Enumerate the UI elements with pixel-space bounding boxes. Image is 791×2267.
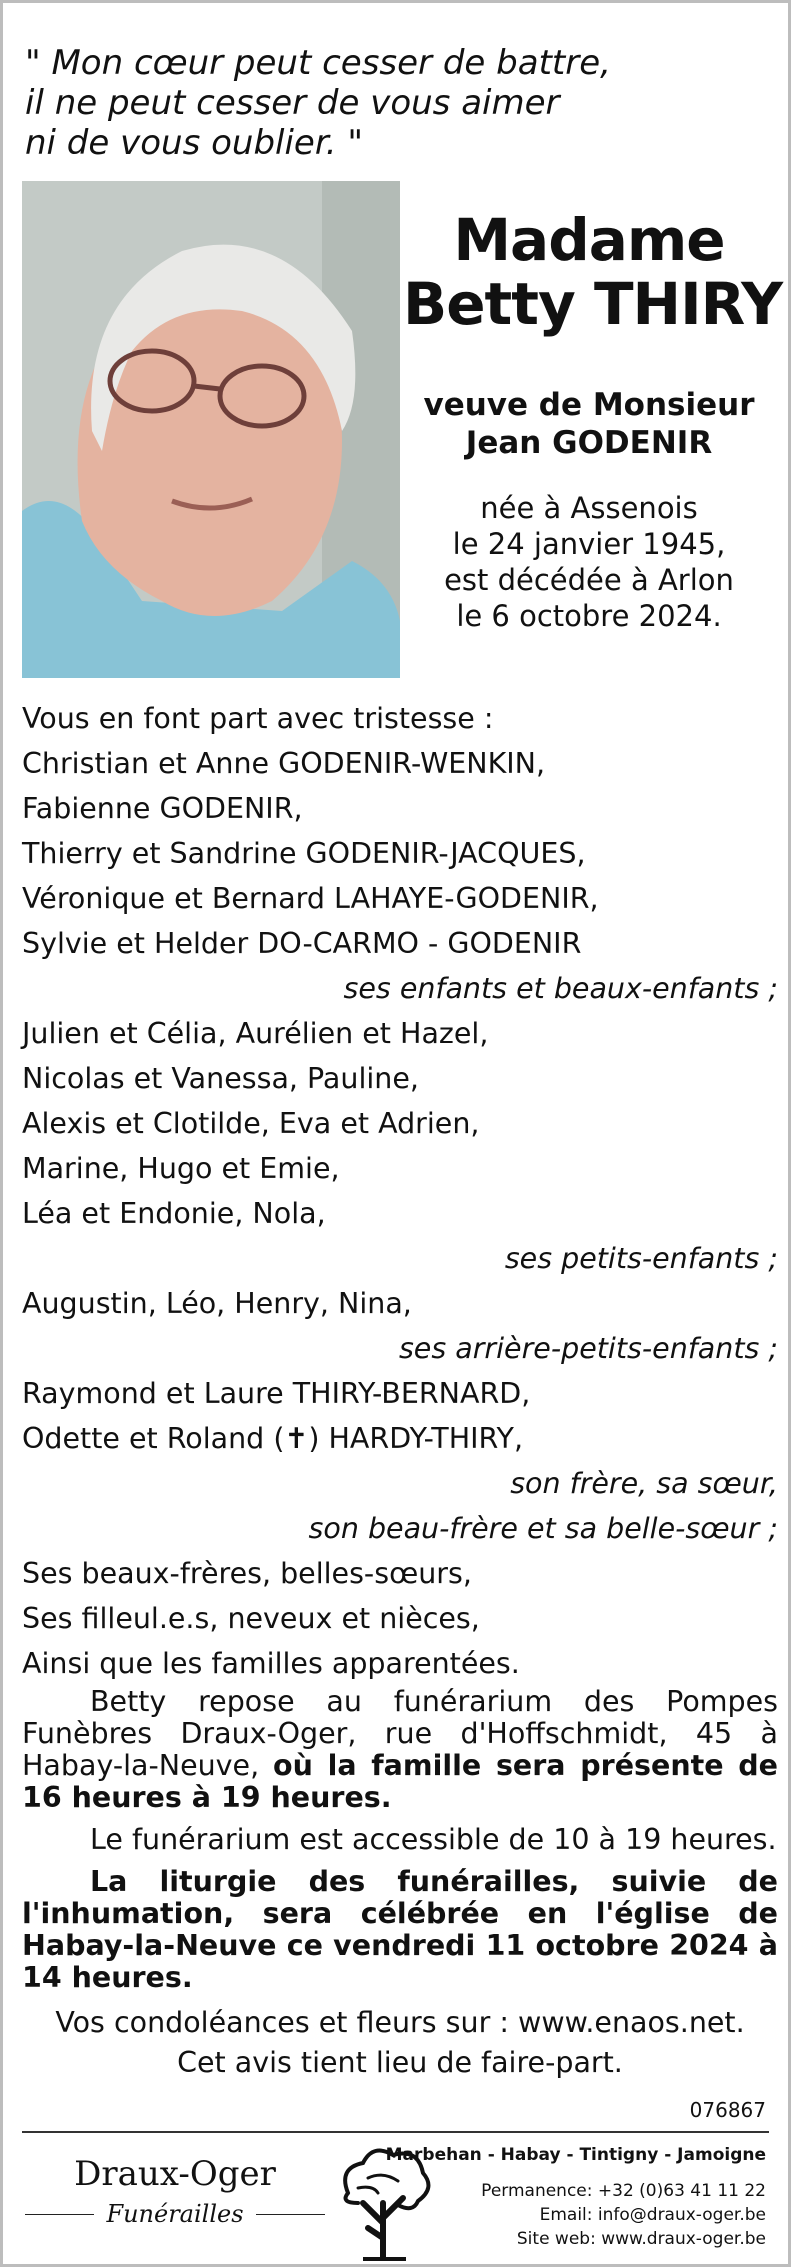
family-line: Ses beaux-frères, belles-sœurs,: [22, 1557, 472, 1590]
deceased-title: Madame: [453, 206, 725, 274]
quote-line: il ne peut cesser de vous aimer: [25, 83, 560, 123]
family-line: Julien et Célia, Aurélien et Hazel,: [22, 1017, 489, 1050]
family-line: Sylvie et Helder DO-CARMO - GODENIR: [22, 927, 582, 960]
family-line: Fabienne GODENIR,: [22, 792, 303, 825]
family-line: Alexis et Clotilde, Eva et Adrien,: [22, 1107, 480, 1140]
family-line: Raymond et Laure THIRY-BERNARD,: [22, 1377, 531, 1410]
date-line: née à Assenois: [480, 491, 698, 525]
towns-line: Marbehan - Habay - Tintigny - Jamoigne: [385, 2145, 766, 2165]
deceased-name: Betty THIRY: [403, 270, 783, 338]
date-line: le 6 octobre 2024.: [456, 599, 722, 633]
liturgy-paragraph: La liturgie des funérailles, suivie de l'inhumation, sera célébrée en l'église de Habay-la-Neuve ce vendredi 11 octobre 2024 à 14 heures.: [22, 1865, 778, 1994]
family-line: Odette et Roland (✝) HARDY-THIRY,: [22, 1422, 524, 1455]
deceased-name-block: [403, 206, 783, 634]
quote-line: ni de vous oublier. ": [25, 123, 363, 163]
date-line: le 24 janvier 1945,: [452, 527, 726, 561]
funeral-home-logo: [25, 2148, 325, 2258]
funeral-home-contact: [386, 2143, 766, 2251]
logo-name: Draux-Oger: [74, 2154, 276, 2194]
family-role-label: son beau-frère et sa belle-sœur ;: [308, 1512, 778, 1545]
permanence-phone: Permanence: +32 (0)63 41 11 22: [481, 2181, 766, 2201]
birth-death-dates: [403, 490, 775, 634]
family-list: [22, 696, 778, 2081]
family-role-label: ses arrière-petits-enfants ;: [398, 1332, 778, 1365]
family-line: Nicolas et Vanessa, Pauline,: [22, 1062, 419, 1095]
family-line: Augustin, Léo, Henry, Nina,: [22, 1287, 412, 1320]
family-line: Christian et Anne GODENIR-WENKIN,: [22, 747, 546, 780]
widow-line: veuve de Monsieur: [423, 387, 755, 423]
family-line: Ses filleul.e.s, neveux et nièces,: [22, 1602, 480, 1635]
widow-line: Jean GODENIR: [465, 425, 713, 461]
widow-of: [403, 386, 775, 462]
quote: [25, 43, 611, 163]
family-presence-text: où la famille sera présente de 16 heures à 19 heures.: [22, 1749, 778, 1814]
family-line: Léa et Endonie, Nola,: [22, 1197, 326, 1230]
footer-divider: [22, 2131, 769, 2133]
family-role-label: ses petits-enfants ;: [504, 1242, 778, 1275]
access-paragraph: Le funérarium est accessible de 10 à 19 heures.: [90, 1823, 777, 1856]
family-role-label: ses enfants et beaux-enfants ;: [343, 972, 778, 1005]
family-role-label: son frère, sa sœur,: [510, 1467, 778, 1500]
family-line: Véronique et Bernard LAHAYE-GODENIR,: [22, 882, 599, 915]
contact-email: Email: info@draux-oger.be: [539, 2205, 766, 2225]
reference-number: 076867: [689, 2098, 766, 2122]
repose-paragraph: [22, 1686, 778, 1814]
logo-subtitle: [25, 2200, 325, 2228]
notice-line: Cet avis tient lieu de faire-part.: [177, 2046, 623, 2079]
date-line: est décédée à Arlon: [444, 563, 734, 597]
repose-text: Betty repose au funérarium des Pompes Funèbres Draux-Oger, rue d'Hoffschmidt, 45 à Habay-la-Neuve,: [22, 1685, 778, 1782]
logo-subtitle-text: Funérailles: [106, 2200, 244, 2228]
condolences-line: Vos condoléances et fleurs sur : www.enaos.net.: [55, 2006, 745, 2039]
family-line: Thierry et Sandrine GODENIR-JACQUES,: [22, 837, 586, 870]
contact-website: Site web: www.draux-oger.be: [516, 2229, 766, 2249]
quote-line: " Mon cœur peut cesser de battre,: [25, 43, 611, 83]
family-line: Ainsi que les familles apparentées.: [22, 1647, 520, 1680]
family-line: Marine, Hugo et Emie,: [22, 1152, 340, 1185]
portrait-photo: [22, 181, 400, 678]
family-intro: Vous en font part avec tristesse :: [22, 702, 494, 735]
